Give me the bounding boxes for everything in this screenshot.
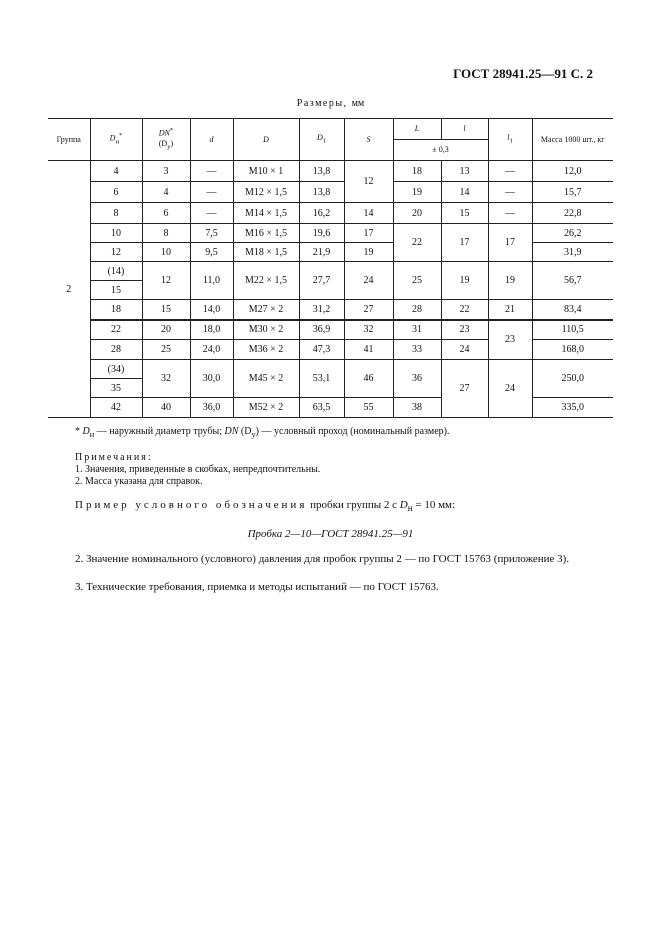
group-cell: 2: [48, 161, 90, 418]
paragraph-3: 3. Технические требования, приемка и методы испытаний — по ГОСТ 15763.: [75, 581, 439, 593]
notes-title: Примечания:: [75, 452, 153, 463]
cell-mass: 15,7: [532, 182, 613, 203]
footnote-symbol-sub: н: [89, 430, 95, 439]
cell-l1: 24: [488, 360, 532, 418]
cell-D: M12 × 1,5: [233, 182, 299, 203]
col-dn: $D_н^*$: [90, 119, 142, 161]
cell-D: M14 × 1,5: [233, 203, 299, 224]
footnote-divider: [48, 417, 104, 418]
page-header: ГОСТ 28941.25—91 С. 2: [453, 66, 593, 81]
footnote-text-2: — условный проход (номинальный размер).: [259, 426, 450, 437]
example-spaced: Пример условного обозначения: [75, 499, 308, 511]
cell-d: 11,0: [190, 262, 233, 300]
cell-nominal: 40: [142, 398, 190, 418]
cell-mass: 26,2: [532, 224, 613, 243]
table-row: [48, 300, 613, 320]
cell-mass: 168,0: [532, 340, 613, 360]
cell-D1: 16,2: [299, 203, 344, 224]
example-symbol: D: [399, 499, 408, 511]
cell-D1: 13,8: [299, 182, 344, 203]
cell-S: 27: [344, 300, 393, 320]
footnote-symbol-2b: (D: [238, 426, 252, 437]
cell-d: 9,5: [190, 243, 233, 262]
cell-L: 28: [393, 300, 441, 320]
dimensions-table: [48, 118, 613, 418]
col-tolerance: ± 0,3: [393, 140, 488, 161]
caption-label: Размеры,: [296, 98, 348, 109]
cell-nominal: 15: [142, 300, 190, 320]
cell-L: 33: [393, 340, 441, 360]
cell-S: 32: [344, 320, 393, 340]
cell-L: 22: [393, 224, 441, 262]
cell-D: M27 × 2: [233, 300, 299, 320]
notes: [75, 452, 320, 488]
col-D1: $D_1$: [299, 119, 344, 161]
col-l: l: [441, 119, 488, 140]
example-symbol-sub: н: [407, 503, 413, 514]
cell-dn: 18: [90, 300, 142, 320]
cell-l1: 17: [488, 224, 532, 262]
cell-S: 55: [344, 398, 393, 418]
cell-d: —: [190, 203, 233, 224]
example: [75, 499, 455, 513]
cell-D: M30 × 2: [233, 320, 299, 340]
cell-D: M10 × 1: [233, 161, 299, 182]
col-group: Группа: [48, 119, 90, 161]
cell-dn: 22: [90, 320, 142, 340]
cell-L: 36: [393, 360, 441, 398]
designation: Пробка 2—10—ГОСТ 28941.25—91: [247, 528, 414, 540]
cell-nominal: 20: [142, 320, 190, 340]
col-nominal: DN* $(D_у)$: [142, 119, 190, 161]
cell-dn: 4: [90, 161, 142, 182]
cell-l1: —: [488, 203, 532, 224]
table-row: [48, 224, 613, 243]
footnote-text-1: — наружный диаметр трубы;: [94, 426, 225, 437]
cell-D1: 19,6: [299, 224, 344, 243]
cell-D: M45 × 2: [233, 360, 299, 398]
note-item: 2. Масса указана для справок.: [75, 476, 203, 487]
cell-d: 7,5: [190, 224, 233, 243]
cell-S: 24: [344, 262, 393, 300]
col-S: S: [344, 119, 393, 161]
cell-D1: 13,8: [299, 161, 344, 182]
table-row: [48, 161, 613, 182]
cell-d: —: [190, 182, 233, 203]
cell-d: 14,0: [190, 300, 233, 320]
cell-S: 41: [344, 340, 393, 360]
table-row: [48, 203, 613, 224]
cell-dn: 28: [90, 340, 142, 360]
cell-dn: (14): [90, 262, 142, 281]
cell-dn: 10: [90, 224, 142, 243]
footnote-symbol-2: DN: [224, 426, 239, 437]
cell-nominal: 6: [142, 203, 190, 224]
cell-D1: 31,2: [299, 300, 344, 320]
cell-d: 24,0: [190, 340, 233, 360]
cell-d: 30,0: [190, 360, 233, 398]
cell-D: M16 × 1,5: [233, 224, 299, 243]
cell-S: 12: [344, 161, 393, 203]
cell-D: M18 × 1,5: [233, 243, 299, 262]
cell-dn: (34): [90, 360, 142, 379]
col-d: d: [190, 119, 233, 161]
cell-l: 13: [441, 161, 488, 182]
cell-L: 19: [393, 182, 441, 203]
cell-l: 23: [441, 320, 488, 340]
cell-mass: 12,0: [532, 161, 613, 182]
cell-D1: 36,9: [299, 320, 344, 340]
footnote-symbol: D: [82, 426, 90, 437]
cell-D1: 53,1: [299, 360, 344, 398]
cell-nominal: 10: [142, 243, 190, 262]
cell-L: 31: [393, 320, 441, 340]
cell-d: —: [190, 161, 233, 182]
caption-unit: мм: [351, 98, 365, 109]
cell-D: M36 × 2: [233, 340, 299, 360]
footnote-symbol-2c: ): [255, 426, 259, 437]
cell-D1: 63,5: [299, 398, 344, 418]
cell-l: 17: [441, 224, 488, 262]
example-text: пробки группы 2 с: [307, 499, 400, 511]
cell-D1: 21,9: [299, 243, 344, 262]
col-D: D: [233, 119, 299, 161]
cell-mass: 31,9: [532, 243, 613, 262]
cell-l: 15: [441, 203, 488, 224]
cell-L: 38: [393, 398, 441, 418]
cell-D1: 47,3: [299, 340, 344, 360]
cell-dn: 8: [90, 203, 142, 224]
footnote: [75, 426, 449, 439]
cell-l: 19: [441, 262, 488, 300]
table-row: [48, 262, 613, 281]
col-L: L: [393, 119, 441, 140]
note-item: 1. Значения, приведенные в скобках, непредпочтительны.: [75, 464, 321, 475]
cell-dn: 12: [90, 243, 142, 262]
cell-L: 25: [393, 262, 441, 300]
cell-nominal: 12: [142, 262, 190, 300]
cell-mass: 22,8: [532, 203, 613, 224]
cell-S: 19: [344, 243, 393, 262]
cell-S: 17: [344, 224, 393, 243]
table-row: [48, 320, 613, 340]
cell-l1: 21: [488, 300, 532, 320]
col-l1: $l_1$: [488, 119, 532, 161]
cell-l1: —: [488, 182, 532, 203]
cell-dn: 35: [90, 379, 142, 398]
header-row-1: [48, 119, 613, 140]
cell-d: 18,0: [190, 320, 233, 340]
cell-l: 22: [441, 300, 488, 320]
cell-S: 46: [344, 360, 393, 398]
table-caption: [0, 98, 661, 109]
cell-mass: 110,5: [532, 320, 613, 340]
cell-L: 20: [393, 203, 441, 224]
cell-l1: —: [488, 161, 532, 182]
cell-D1: 27,7: [299, 262, 344, 300]
footnote-mark: *: [75, 426, 80, 437]
footnote-symbol-2-sub: у: [251, 430, 256, 439]
cell-S: 14: [344, 203, 393, 224]
cell-l: 24: [441, 340, 488, 360]
cell-nominal: 32: [142, 360, 190, 398]
cell-dn: 15: [90, 281, 142, 300]
cell-nominal: 25: [142, 340, 190, 360]
col-mass: Масса 1000 шт., кг: [532, 119, 613, 161]
cell-dn: 6: [90, 182, 142, 203]
cell-dn: 42: [90, 398, 142, 418]
cell-l1: 19: [488, 262, 532, 300]
cell-D: M52 × 2: [233, 398, 299, 418]
cell-mass: 335,0: [532, 398, 613, 418]
cell-nominal: 4: [142, 182, 190, 203]
cell-l: 27: [441, 360, 488, 418]
cell-mass: 56,7: [532, 262, 613, 300]
cell-nominal: 8: [142, 224, 190, 243]
table-row: [48, 182, 613, 203]
cell-L: 18: [393, 161, 441, 182]
cell-D: M22 × 1,5: [233, 262, 299, 300]
cell-l: 14: [441, 182, 488, 203]
paragraph-2: 2. Значение номинального (условного) давления для пробок группы 2 — по ГОСТ 15763 (приложение 3).: [75, 553, 570, 565]
cell-mass: 83,4: [532, 300, 613, 320]
cell-l1: 23: [488, 320, 532, 360]
cell-d: 36,0: [190, 398, 233, 418]
cell-mass: 250,0: [532, 360, 613, 398]
cell-nominal: 3: [142, 161, 190, 182]
table-row: [48, 360, 613, 379]
example-value: = 10 мм:: [412, 499, 456, 511]
